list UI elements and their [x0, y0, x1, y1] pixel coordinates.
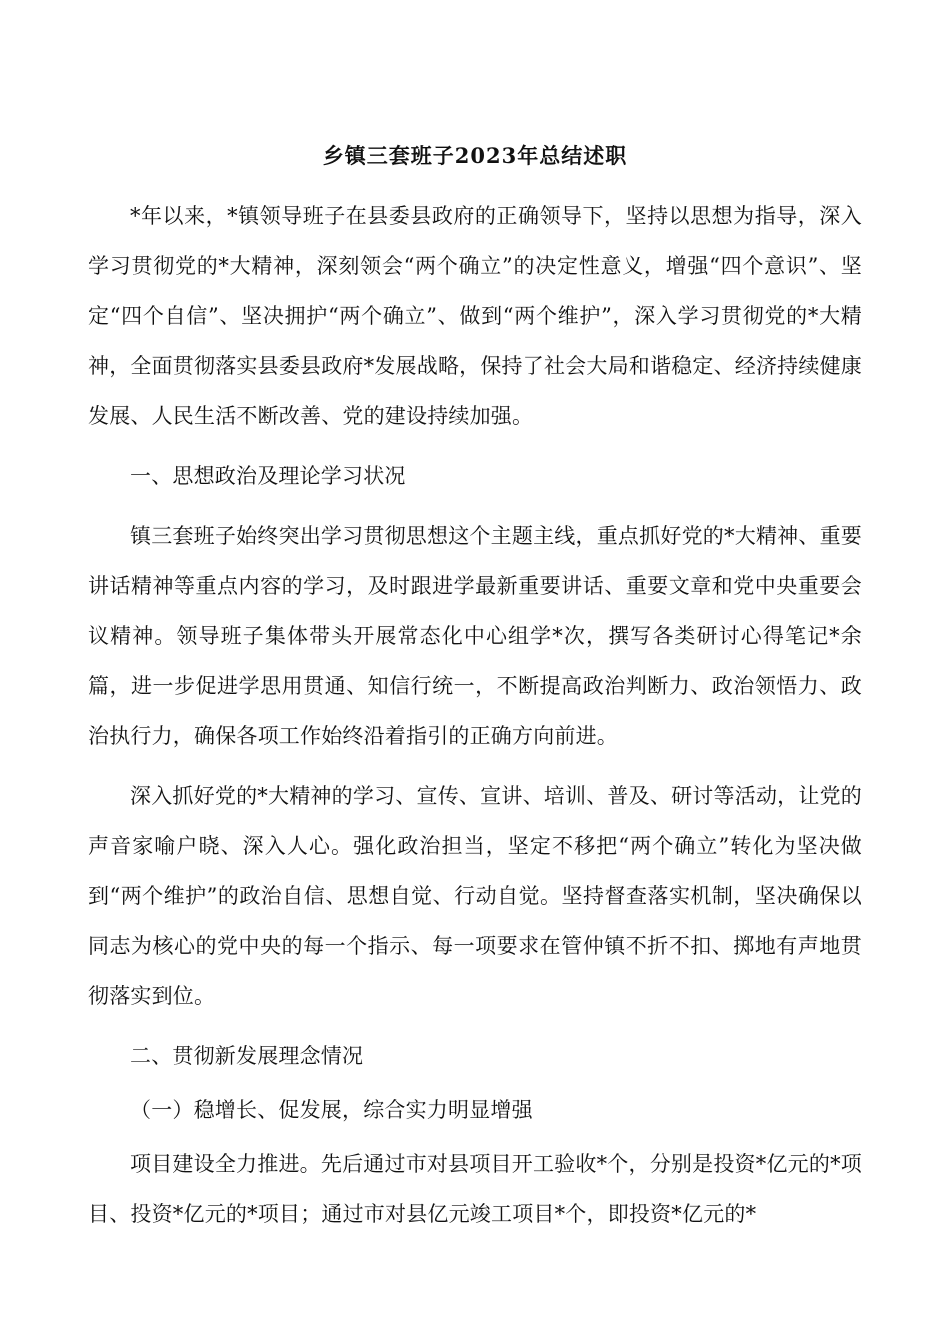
subsection-heading-1: （一）稳增长、促发展，综合实力明显增强 — [130, 1098, 533, 1122]
document-title: 乡镇三套班子2023年总结述职 — [322, 143, 628, 168]
document-body — [88, 191, 862, 1239]
paragraph-projects: 项目建设全力推进。先后通过市对县项目开工验收*个，分别是投资*亿元的*项目、投资*亿元的*项目；通过市对县亿元竣工项目*个，即投资*亿元的* — [88, 1152, 862, 1226]
paragraph-intro: *年以来，*镇领导班子在县委县政府的正确领导下，坚持以思想为指导，深入学习贯彻党的*大精神，深刻领会“两个确立”的决定性意义，增强“四个意识”、坚定“四个自信”、坚决拥护“两个确立”、做到“两个维护”，深入学习贯彻党的*大精神，全面贯彻落实县委县政府*发展战略，保持了社会大局和谐稳定、经济持续健康发展、人民生活不断改善、党的建设持续加强。 — [88, 204, 862, 428]
section-heading-2: 二、贯彻新发展理念情况 — [130, 1044, 364, 1068]
paragraph-spirit: 深入抓好党的*大精神的学习、宣传、宣讲、培训、普及、研讨等活动，让党的声音家喻户晓、深入人心。强化政治担当，坚定不移把“两个确立”转化为坚决做到“两个维护”的政治自信、思想自觉、行动自觉。坚持督查落实机制，坚决确保以同志为核心的党中央的每一个指示、每一项要求在管仲镇不折不扣、掷地有声地贯彻落实到位。 — [88, 784, 862, 1008]
paragraph-study: 镇三套班子始终突出学习贯彻思想这个主题主线，重点抓好党的*大精神、重要讲话精神等重点内容的学习，及时跟进学最新重要讲话、重要文章和党中央重要会议精神。领导班子集体带头开展常态化中心组学*次，撰写各类研讨心得笔记*余篇，进一步促进学思用贯通、知信行统一，不断提高政治判断力、政治领悟力、政治执行力，确保各项工作始终沿着指引的正确方向前进。 — [88, 524, 862, 748]
section-heading-1: 一、思想政治及理论学习状况 — [130, 464, 406, 488]
